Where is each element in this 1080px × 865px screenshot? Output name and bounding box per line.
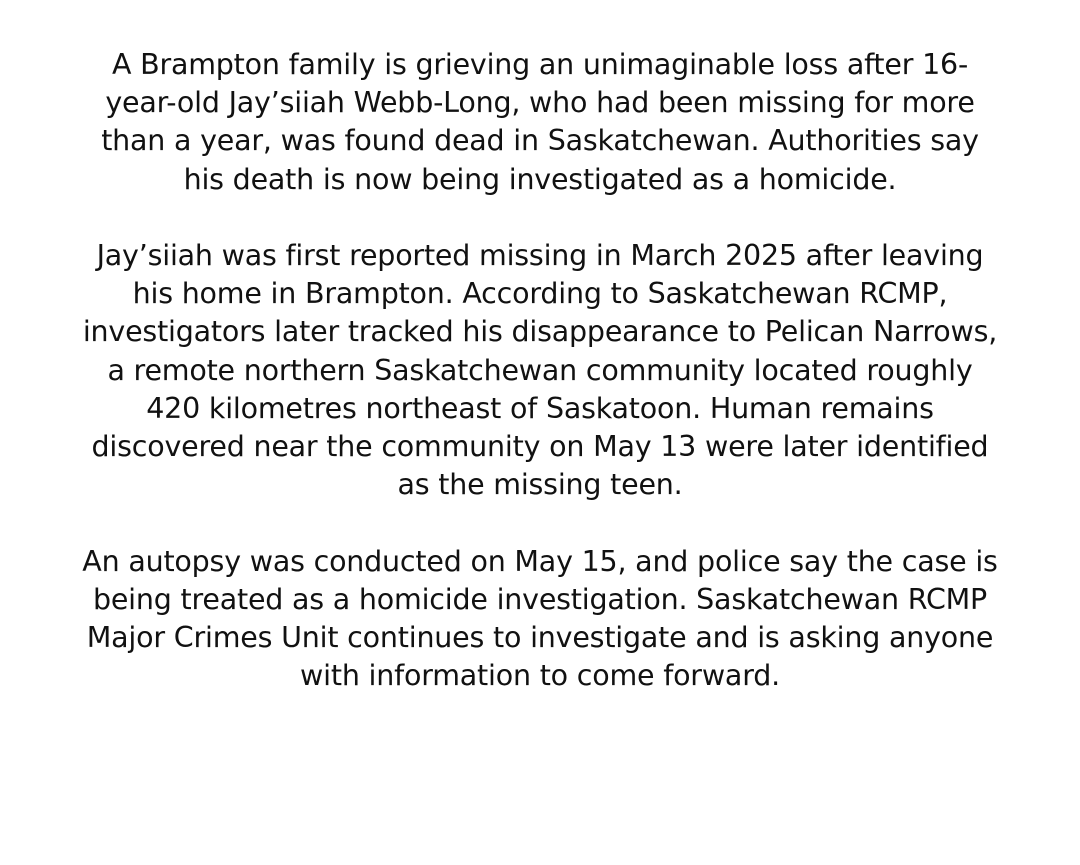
article-paragraph-2: Jay’siiah was first reported missing in March 2025 after leaving his home in Brampton. According to Saskatchewan RCMP, investigators later tracked his disappearance to Pelican Narrows, a remote northern Saskatchewan community located roughly 420 kilometres northeast of Saskatoon. Human remains discovered near the community on May 13 were later identified as the missing teen.: [82, 239, 998, 502]
article-body: [80, 46, 1000, 695]
article-paragraph-1: A Brampton family is grieving an unimaginable loss after 16-year-old Jay’siiah Webb-Long, who had been missing for more than a year, was found dead in Saskatchewan. Authorities say his death is now being investigated as a homicide.: [101, 48, 979, 196]
article-paragraph-3: An autopsy was conducted on May 15, and police say the case is being treated as a homicide investigation. Saskatchewan RCMP Major Crimes Unit continues to investigate and is asking anyone with information to come forward.: [82, 544, 998, 693]
